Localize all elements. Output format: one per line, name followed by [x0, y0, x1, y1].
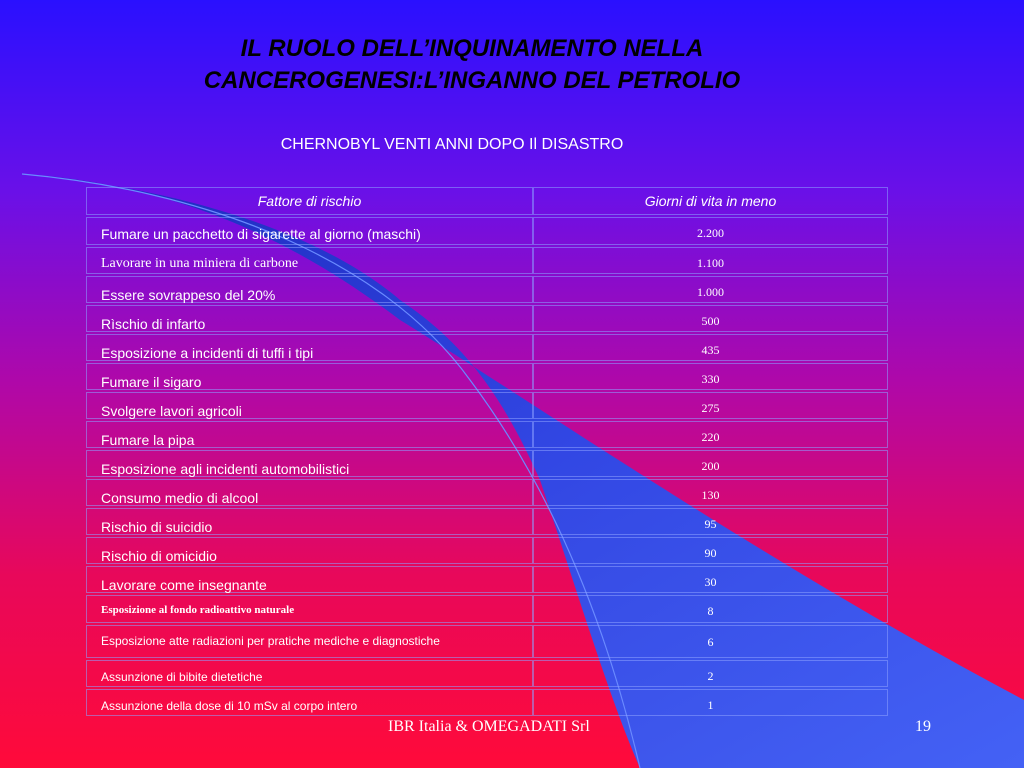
table-row: [86, 625, 888, 658]
days-lost-value: 435: [701, 343, 720, 357]
days-lost-value: 200: [701, 459, 720, 473]
risk-factor-label: Rischio di omicidio: [101, 548, 217, 564]
risk-factor-label: Lavorare in una miniera di carbone: [101, 256, 299, 271]
days-lost-value: 2.200: [697, 226, 724, 240]
table-row: [86, 508, 888, 535]
table-row: [86, 334, 888, 361]
risk-factor-label: Esposizione al fondo radioattivo naturale: [101, 604, 295, 616]
table-row: [86, 421, 888, 448]
risk-factor-label: Fumare la pipa: [101, 432, 195, 448]
footer-company: IBR Italia & OMEGADATI Srl: [388, 718, 590, 735]
table-row: [86, 276, 888, 303]
table-row: [86, 450, 888, 477]
table-row: [86, 217, 888, 245]
days-lost-value: 6: [707, 635, 714, 649]
slide-subtitle: CHERNOBYL VENTI ANNI DOPO Il DISASTRO: [280, 136, 624, 153]
title-line-2: CANCEROGENESI:L’INGANNO DEL PETROLIO: [203, 67, 741, 94]
risk-factor-label: Rìschio di infarto: [101, 316, 206, 332]
days-lost-value: 330: [701, 372, 720, 386]
days-lost-value: 1.100: [697, 256, 724, 270]
days-lost-value: 95: [704, 517, 717, 531]
days-lost-value: 8: [707, 604, 714, 618]
header-days-lost: Giorni di vita in meno: [533, 187, 888, 215]
table-row: [86, 537, 888, 564]
table-row: [86, 660, 888, 687]
days-lost-value: 130: [701, 488, 720, 502]
days-lost-value: 500: [701, 314, 720, 328]
days-lost-value: 220: [701, 430, 720, 444]
days-lost-value: 90: [704, 546, 717, 560]
days-lost-value: 1.000: [697, 285, 724, 299]
risk-factor-label: Lavorare come insegnante: [101, 577, 267, 593]
risk-factor-label: Svolgere lavori agricoli: [101, 403, 242, 419]
risk-factor-label: Fumare il sigaro: [101, 374, 202, 390]
table-row: [86, 363, 888, 390]
table-row: [86, 479, 888, 506]
risk-factor-label: Esposizione agli incidenti automobilistici: [101, 461, 350, 477]
table-row: [86, 305, 888, 332]
table-row: [86, 392, 888, 419]
days-lost-value: 1: [707, 698, 714, 712]
days-lost-value: 2: [707, 669, 714, 683]
risk-factor-label: Fumare un pacchetto di sigarette al giorno (maschi): [101, 226, 421, 242]
table-row: [86, 689, 888, 716]
table-row: [86, 566, 888, 593]
risk-factor-label: Essere sovrappeso del 20%: [101, 287, 276, 303]
risk-factor-label: Assunzione della dose di 10 mSv al corpo intero: [101, 699, 358, 713]
risk-factor-label: Consumo medio di alcool: [101, 490, 259, 506]
days-lost-value: 275: [701, 401, 720, 415]
risk-factor-label: Esposizione atte radiazioni per pratiche mediche e diagnostiche: [101, 634, 440, 648]
page-number: 19: [915, 718, 931, 735]
table-header-row: [86, 187, 888, 215]
risk-factor-label: Rischio di suicidio: [101, 519, 213, 535]
risk-factor-label: Esposizione a incidenti di tuffi i tipi: [101, 345, 314, 361]
title-line-1: IL RUOLO DELL’INQUINAMENTO NELLA: [240, 35, 704, 62]
slide-title: [0, 33, 944, 97]
table-row: [86, 595, 888, 623]
risk-factor-label: Assunzione di bibite dietetiche: [101, 670, 263, 684]
days-lost-value: 30: [704, 575, 717, 589]
header-risk-factor: Fattore di rischio: [86, 187, 533, 215]
table-row: [86, 247, 888, 274]
